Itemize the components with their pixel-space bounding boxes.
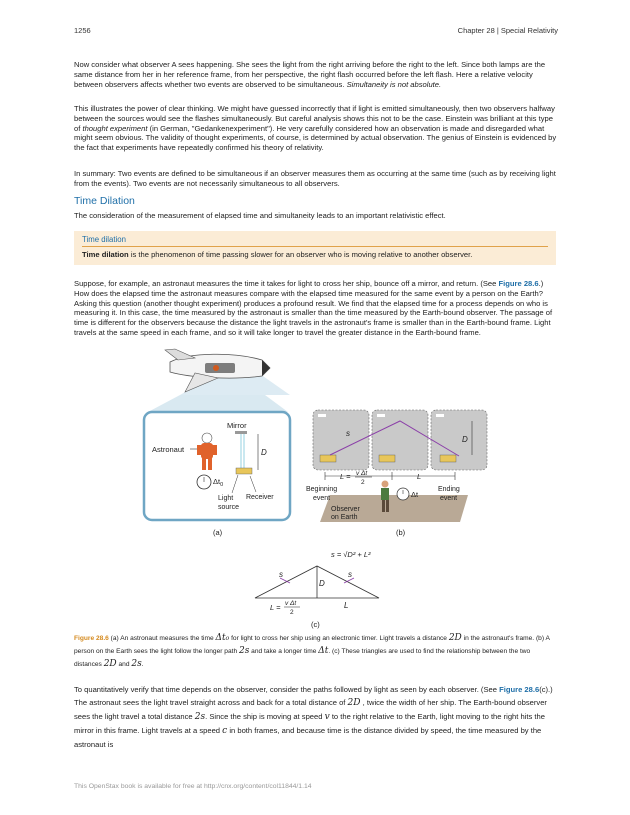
delta-t-label: Δt <box>411 490 419 499</box>
light-source-label: Light <box>218 495 234 502</box>
ending-event-label: Ending <box>438 486 460 493</box>
paragraph-quantitative: To quantitatively verify that time depends on the observer, consider the paths followed by light as seen by each observer. (See Figure 28.6(c).) The astronaut sees the light travel straight across and back for a total distance of 2D , twice the width of her ship. The Earth-bound observer sees the light travel a total distance 2s. Since the ship is moving at speed v to the right relative to the Earth, light moving to the right hits the mirror in this frame. Light travels at a speed c in both frames, and because time is the distance divided by speed, the time measured by the astronaut is <box>74 685 553 749</box>
beginning-event-label: Beginning <box>306 486 338 493</box>
figure-caption: Figure 28.6 (a) An astronaut measures the time Δt₀ for light to cross her ship using an electronic timer. Light travels a distance 2D in the astronaut's frame. (b) A person on the Earth sees the light follow the longer path 2s and take a longer time Δt. (c) These triangles are used to find the relationship between the two distances 2D and 2s. <box>74 633 550 669</box>
light-source-label-2: source <box>218 504 240 511</box>
panel-c-triangle-diagram <box>255 550 379 629</box>
v-dt-label-c: v Δt <box>285 600 297 607</box>
page-footer: This OpenStax book is available for free at http://cnx.org/content/col11844/1.14 <box>74 783 312 790</box>
distance-d-label-b: D <box>462 435 468 444</box>
distance-d-label: D <box>261 448 267 457</box>
s-left-label: s <box>279 570 283 579</box>
chapter-title: Chapter 28 | Special Relativity <box>457 26 558 35</box>
l-label-b: L <box>417 472 422 481</box>
observer-label: Observer <box>331 506 360 513</box>
paragraph-consideration: The consideration of the measurement of elapsed time and simultaneity leads to an important relativistic effect. <box>74 211 446 220</box>
astronaut-label: Astronaut <box>152 445 185 454</box>
panel-a-diagram <box>144 395 290 537</box>
paragraph-observer-a: Now consider what observer A sees happening. She sees the light from the right arriving before the right to the left. Since both lamps are the same distance from her in her reference frame, from her perspective, the right flash occurred before the left flash. Here a relative velocity between observers affects whether two events are observed to be simultaneous. Simultaneity is not absolute. <box>74 60 546 89</box>
section-heading-time-dilation: Time Dilation <box>74 195 135 207</box>
figure-link[interactable]: Figure 28.6 <box>498 279 539 288</box>
figure-link-2[interactable]: Figure 28.6 <box>499 685 540 694</box>
s-right-label: s <box>348 570 352 579</box>
l-label-c: L <box>344 601 349 610</box>
s-equation-label: s = √D² + L² <box>331 550 371 559</box>
denominator-two-label-c: 2 <box>290 609 294 616</box>
mirror-label: Mirror <box>227 421 247 430</box>
page-number: 1256 <box>74 26 91 35</box>
v-dt-label: v Δt <box>356 470 368 477</box>
observer-label-2: on Earth <box>331 514 358 521</box>
panel-c-label: (c) <box>311 620 320 629</box>
callout-title: Time dilation <box>82 235 126 244</box>
paragraph-clear-thinking: This illustrates the power of clear thinking. We might have guessed incorrectly that if light is emitted simultaneously, then two observers halfway between the sources would see the flashes simultaneously. But careful analysis shows this not to be the case. Einstein was brilliant at this type of thought experiment (in German, "Gedankenexperiment"). He very carefully considered how an observation is made and disregarded what might seem obvious. The validity of thought experiments, of course, is determined by actual observation. The genius of Einstein is evidenced by the fact that experiments have repeatedly confirmed his theory of relativity. <box>74 104 557 153</box>
denominator-two-label: 2 <box>361 479 365 486</box>
earth-observer-figure <box>381 481 389 513</box>
ending-event-label-2: event <box>440 495 458 502</box>
space-shuttle-illustration <box>165 349 290 395</box>
path-s-label: s <box>346 429 350 438</box>
paragraph-astronaut-example: Suppose, for example, an astronaut measures the time it takes for light to cross her ship, bounce off a mirror, and return. (See Figure 28.6.) How does the elapsed time the astronaut measures compare with the elapsed time measured for the same event by a person on the Earth? Asking this question (another thought experiment) produces a profound result. We find that the elapsed time for a process depends on who is measuring it. In this case, the time measured by the astronaut is smaller than the time measured by the Earth-bound observer. The passage of time is different for the observers because the distance the light travels in the astronaut's frame is smaller than in the Earth-bound frame. Light travels at the same speed in each frame, and so it will take longer to travel the greater distance in the Earth-bound frame. <box>74 279 553 337</box>
d-label-c: D <box>319 579 325 588</box>
figure-label: Figure 28.6 <box>74 635 109 642</box>
receiver-label: Receiver <box>246 494 274 501</box>
l-equation-label-c: L = <box>270 603 281 612</box>
paragraph-summary: In summary: Two events are defined to be simultaneous if an observer measures them as occurring at the same time (such as by receiving light from the events). Two events are not necessarily simultaneous to all observers. <box>74 169 556 188</box>
panel-b-diagram <box>306 410 487 537</box>
callout-body: Time dilation is the phenomenon of time passing slower for an observer who is moving relative to another observer. <box>82 250 473 259</box>
delta-t0-label: $\Delta t_0$ <box>213 477 224 488</box>
l-equation-label: L = <box>340 472 351 481</box>
panel-a-label: (a) <box>213 528 223 537</box>
panel-b-label: (b) <box>396 528 406 537</box>
beginning-event-label-2: event <box>313 495 331 502</box>
